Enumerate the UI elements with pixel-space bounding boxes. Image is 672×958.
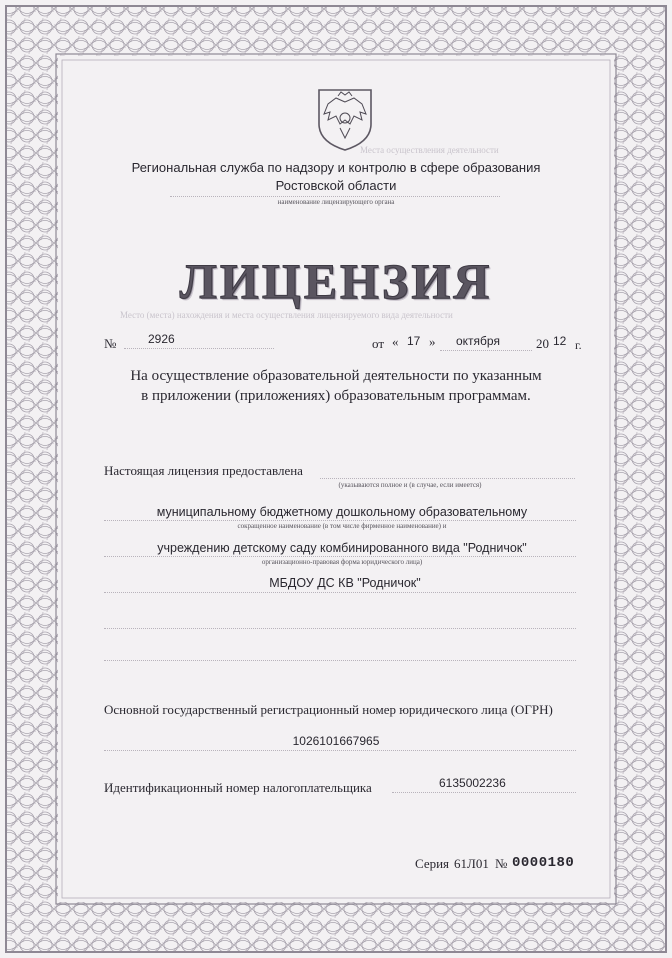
licensee-short-name: МБДОУ ДС КВ "Родничок": [269, 576, 421, 590]
licensee-full-name-line1: муниципальному бюджетному дошкольному образовательному: [156, 505, 528, 519]
purpose-line2: в приложении (приложениях) образовательным программам.: [141, 388, 531, 404]
series-label: Серия: [415, 856, 450, 871]
series-number: 0000180: [512, 855, 575, 871]
series-code: 61Л01: [454, 856, 489, 871]
issuer-name-line1: Региональная служба по надзору и контролю в сфере образования: [131, 160, 541, 175]
inn-value: 6135002236: [439, 776, 506, 790]
licensee-full-name-line2: учреждению детскому саду комбинированного вида "Родничок": [157, 541, 527, 555]
date-month: октября: [456, 334, 500, 348]
year-unit: г.: [575, 338, 582, 352]
inn-label: Идентификационный номер налогоплательщика: [104, 780, 372, 795]
ogrn-value: 1026101667965: [292, 734, 380, 748]
number-sign: №: [104, 336, 117, 351]
date-from-label: от: [372, 336, 385, 351]
license-number: 2926: [148, 332, 175, 346]
purpose-line1: На осуществление образовательной деятельности по указанным: [130, 368, 542, 384]
document-title: ЛИЦЕНЗИЯ: [179, 253, 493, 309]
russian-coat-of-arms-icon: [316, 88, 374, 152]
ghost-text: Место (места) нахождения и места осуществления лицензируемого вида деятельности: [120, 310, 453, 320]
licensee-caption2: организационно-правовая форма юридического лица): [261, 558, 423, 566]
licensee-caption1: сокращенное наименование (в том числе фирменное наименование) и: [237, 522, 447, 530]
year-suffix: 12: [553, 334, 567, 348]
ghost-text: Места осуществления деятельности: [360, 145, 499, 155]
quote-open: «: [392, 334, 399, 349]
series-number-sign: №: [495, 856, 508, 871]
year-prefix: 20: [536, 336, 549, 351]
licensee-intro: Настоящая лицензия предоставлена: [104, 463, 303, 478]
ogrn-label: Основной государственный регистрационный номер юридического лица (ОГРН): [104, 702, 553, 717]
licensee-intro-caption: (указываются полное и (в случае, если имеется): [338, 481, 482, 489]
issuer-name-line2: Ростовской области: [275, 178, 397, 193]
quote-close: »: [429, 334, 436, 349]
issuer-caption: наименование лицензирующего органа: [277, 198, 395, 206]
date-day: 17: [407, 334, 421, 348]
